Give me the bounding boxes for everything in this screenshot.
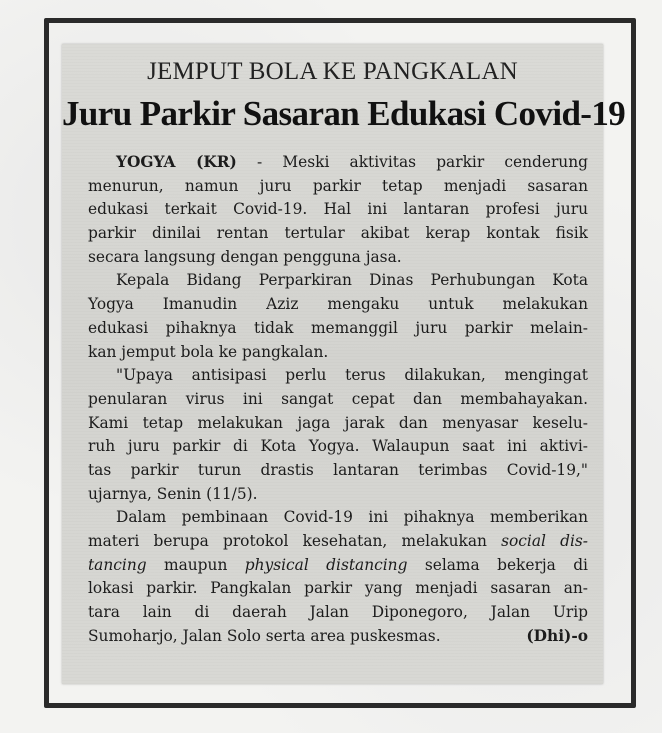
body-line-text: Sumoharjo, Jalan Solo serta area puskesmas. xyxy=(88,626,441,645)
italic-term: tancing xyxy=(88,555,147,574)
article-body xyxy=(88,151,588,648)
body-line: Yogya Imanudin Aziz mengaku untuk melakukan xyxy=(88,295,588,314)
article-headline: Juru Parkir Sasaran Edukasi Covid-19 xyxy=(62,94,626,133)
body-line-text: selama bekerja di xyxy=(407,555,588,574)
body-line: secara langsung dengan pengguna jasa. xyxy=(88,247,402,266)
body-line xyxy=(88,554,588,578)
author-signoff: (Dhi)-o xyxy=(526,626,588,645)
body-line: edukasi terkait Covid-19. Hal ini lantaran profesi juru xyxy=(88,200,588,219)
italic-term: physical distancing xyxy=(244,555,408,574)
body-line: tara lain di daerah Jalan Diponegoro, Jalan Urip xyxy=(88,603,588,622)
body-line: ruh juru parkir di Kota Yogya. Walaupun saat ini aktivi- xyxy=(88,437,588,456)
body-line: "Upaya antisipasi perlu terus dilakukan, mengingat xyxy=(116,366,588,385)
article-dateline: YOGYA (KR) xyxy=(116,153,237,171)
body-line: tas parkir turun drastis lantaran terimbas Covid-19," xyxy=(88,460,588,479)
body-line: Kami tetap melakukan jaga jarak dan menyasar keselu- xyxy=(88,413,588,432)
body-line: edukasi pihaknya tidak memanggil juru parkir melain- xyxy=(88,318,588,337)
body-line xyxy=(88,151,588,175)
body-line xyxy=(88,625,588,649)
body-line: menurun, namun juru parkir tetap menjadi sasaran xyxy=(88,176,588,195)
body-line: kan jemput bola ke pangkalan. xyxy=(88,342,329,361)
body-line-text: materi berupa protokol kesehatan, melakukan xyxy=(88,532,502,550)
body-line: parkir dinilai rentan tertular akibat kerap kontak fisik xyxy=(88,224,588,243)
italic-term: social dis- xyxy=(501,532,588,550)
article-kicker: JEMPUT BOLA KE PANGKALAN xyxy=(147,58,518,85)
body-line: Dalam pembinaan Covid-19 ini pihaknya memberikan xyxy=(116,508,588,527)
body-line xyxy=(88,530,588,554)
body-line: lokasi parkir. Pangkalan parkir yang menjadi sasaran an- xyxy=(88,579,588,598)
body-line: Kepala Bidang Perparkiran Dinas Perhubungan Kota xyxy=(116,271,588,290)
body-line-text: maupun xyxy=(146,555,245,574)
newspaper-clipping xyxy=(62,44,626,684)
body-line-text: - Meski aktivitas parkir cenderung xyxy=(236,153,588,171)
body-line: ujarnya, Senin (11/5). xyxy=(88,484,258,503)
body-line: penularan virus ini sangat cepat dan membahayakan. xyxy=(88,389,588,408)
